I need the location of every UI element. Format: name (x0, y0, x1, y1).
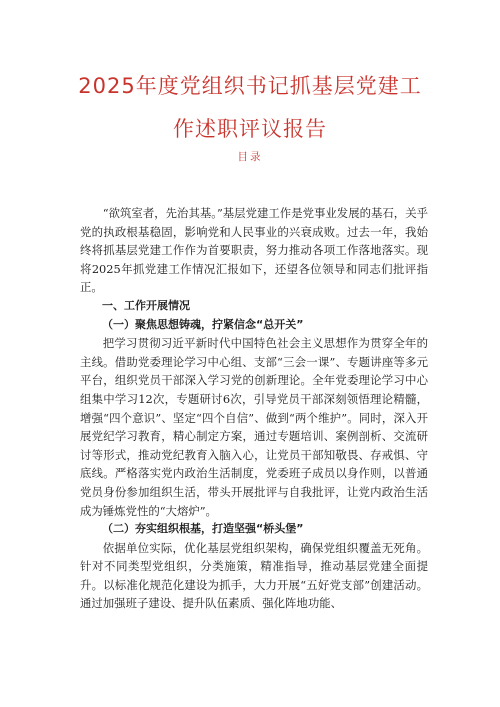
document-title-line-1: 2025年度党组织书记抓基层党建工 (78, 74, 422, 98)
subsection-heading-1: （一）聚焦思想铸魂，拧紧信念“总开关” (102, 317, 304, 331)
subsection-heading-2: （二）夯实组织根基，打造坚强“桥头堡” (102, 522, 304, 536)
toc-label: 目录 (237, 151, 263, 163)
subsection-paragraph-1: 把学习贯彻习近平新时代中国特色社会主义思想作为贯穿全年的主线。借助党委理论学习中心组、支部“三会一课”、专题讲座等多元平台，组织党员干部深入学习党的创新理论。全年党委理论学习中心组集中学习12次，专题研讨6次，引导党员干部深刻领悟理论精髓，增强“四个意识”、坚定“四个自信”、做到“两个维护”。同时，深入开展党纪学习教育，精心制定方案，通过专题培训、案例剖析、交流研讨等形式，推动党纪教育入脑入心，让党员干部知敬畏、存戒惧、守底线。严格落实党内政治生活制度，党委班子成员以身作则，以普通党员身份参加组织生活，带头开展批评与自我批评，让党内政治生活成为锤炼党性的“大熔炉”。 (80, 336, 428, 518)
section-heading-1: 一、工作开展情况 (102, 298, 190, 312)
document-body (80, 204, 428, 613)
document-title-line-2: 作述职评议报告 (173, 117, 327, 141)
subsection-paragraph-2: 依据单位实际，优化基层党组织架构，确保党组织覆盖无死角。针对不同类型党组织，分类施策，精准指导，推动基层党建全面提升。以标准化规范化建设为抓手，大力开展“五好党支部”创建活动。通过加强班子建设、提升队伍素质、强化阵地功能、 (80, 540, 428, 611)
intro-paragraph: “欲筑室者，先治其基。”基层党建工作是党事业发展的基石，关乎党的执政根基稳固，影响党和人民事业的兴衰成败。过去一年，我始终将抓基层党建工作作为首要职责，努力推动各项工作落地落实。现将2025年抓党建工作情况汇报如下，还望各位领导和同志们批评指正。 (80, 206, 428, 295)
